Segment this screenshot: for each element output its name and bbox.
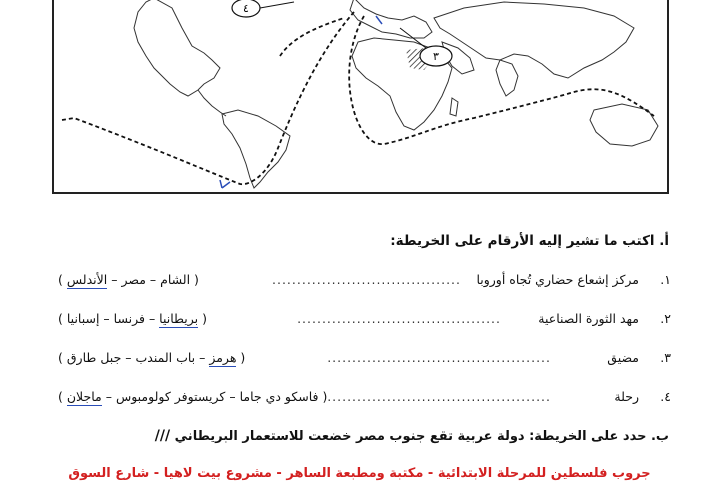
row-label: مهد الثورة الصناعية [538, 311, 639, 326]
row-choices: ( فاسكو دي جاما – كريستوفر كولومبوس – ماجلان ) [58, 389, 328, 404]
row-number: ٢. [660, 311, 671, 326]
south-america-outline [222, 110, 290, 188]
marker-4-label: ٤ [243, 2, 249, 15]
row-choices: ( الشام – مصر – الأندلس ) [58, 272, 199, 287]
marker-3-label: ٣ [433, 50, 439, 63]
australia-outline [590, 104, 658, 146]
row-label: مضيق [607, 350, 639, 365]
madagascar-outline [450, 98, 458, 116]
answer-blank[interactable]: ...................................... [272, 272, 461, 287]
world-map [52, 0, 669, 194]
india-outline [496, 60, 518, 96]
row-label: رحلة [614, 389, 639, 404]
section-b-text: ب. حدد على الخريطة: دولة عربية تقع جنوب مصر خضعت للاستعمار البريطاني [174, 429, 669, 444]
answer-blank[interactable]: ............................................. [327, 350, 551, 365]
world-map-drawing [54, 0, 669, 194]
arrow-icon [220, 180, 230, 188]
row-number: ٤. [660, 389, 671, 404]
row-number: ١. [660, 272, 671, 287]
question-row [40, 389, 671, 411]
row-label: مركز إشعاع حضاري تُجاه أوروبا [476, 272, 639, 287]
north-america-outline [134, 0, 220, 96]
answer-blank[interactable]: ......................................... [297, 311, 501, 326]
question-row [40, 272, 671, 294]
question-row [40, 311, 671, 333]
arrow-icon [376, 16, 382, 24]
row-choices: ( بريطانيا – فرنسا – إسبانيا ) [58, 311, 208, 326]
section-a-heading: أ. اكتب ما تشير إليه الأرقام على الخريطة: [390, 233, 669, 249]
route-vasco-da-gama [349, 16, 654, 144]
row-number: ٣. [660, 350, 671, 365]
asia-outline [434, 2, 634, 78]
section-b-question [155, 427, 669, 446]
route-magellan [62, 12, 354, 184]
marker-4 [232, 0, 294, 17]
handwritten-marks: /// [154, 428, 171, 444]
row-choices: ( هرمز – باب المندب – جبل طارق ) [58, 350, 246, 365]
answer-blank[interactable]: ............................................. [327, 389, 551, 404]
question-row [40, 350, 671, 372]
footer-credit: جروب فلسطين للمرحلة الابتدائية - مكتبة ومطبعة الساهر - مشروع بيت لاهيا - شارع السوق [68, 466, 651, 481]
central-america-outline [198, 90, 226, 116]
